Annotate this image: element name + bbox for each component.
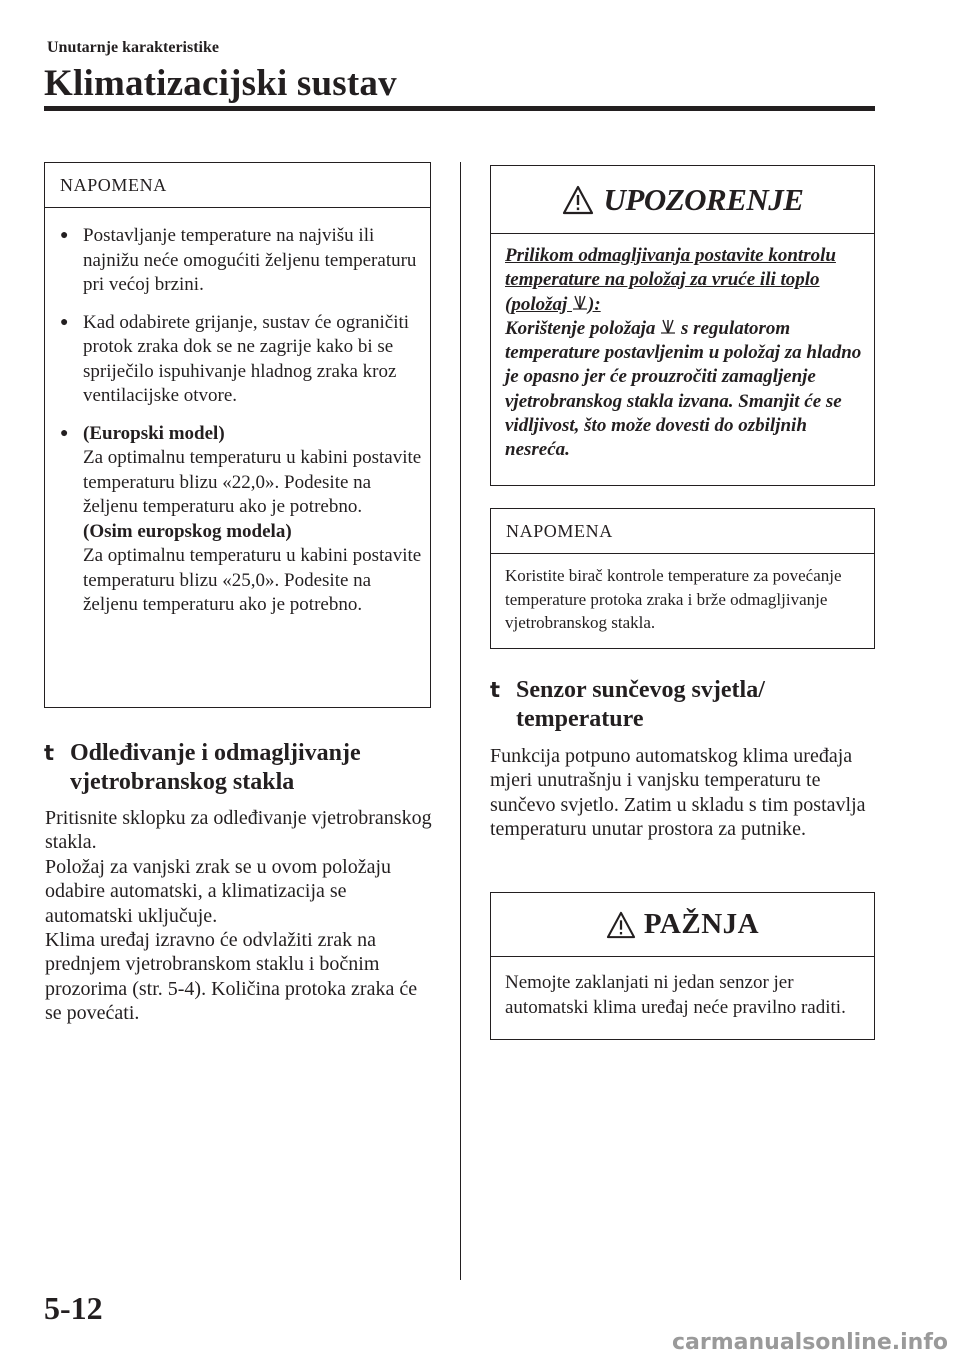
warning-body <box>491 234 874 463</box>
section-heading-defrost <box>44 739 434 797</box>
note-bullet-text: Kad odabirete grijanje, sustav će ograničiti protok zraka dok se ne zagrije kako bi se spriječilo ispuhivanje hladnog zraka kroz ventilacijske otvore. <box>83 311 410 406</box>
note-bullet <box>45 224 430 298</box>
sensor-body: Funkcija potpuno automatskog klima uređaja mjeri unutrašnju i vanjsku temperaturu te sunčevo svjetlo. Zatim u skladu s tim postavlja temperaturu unutar prostora za putnike. <box>490 745 866 841</box>
page-number: 5-12 <box>44 1290 103 1326</box>
warning-underlined-text-end: ): <box>588 293 601 315</box>
warning-underlined-text: Prilikom odmagljivanja postavite kontrolu temperature na položaj za vruće ili toplo (položaj <box>505 245 836 315</box>
section-heading-sensor <box>490 676 870 734</box>
caution-triangle-icon <box>606 911 636 939</box>
bullet-icon: ● <box>60 228 69 243</box>
warning-text-continued: s regulatorom temperature postavljenim u položaj za hladno je opasno jer će prouzročiti zamagljenje vjetrobranskog stakla izvana. Smanjit će se vidljivost, što može dovesti do ozbiljnih nesreća. <box>505 317 862 461</box>
note-bullet <box>45 311 430 409</box>
section-heading-text: Senzor sunčevog svjetla/ temperature <box>516 677 765 732</box>
note-bullet-text: Postavljanje temperature na najvišu ili najnižu neće omogućiti željenu temperaturu pri većoj brzini. <box>83 225 417 295</box>
caution-header <box>491 893 874 957</box>
caution-box <box>490 892 875 1040</box>
model-text-european: Za optimalnu temperaturu u kabini postavite temperaturu blizu «22,0». Podesite na željenu temperaturu ako je potrebno. <box>83 447 422 517</box>
watermark: carmanualsonline.info <box>672 1330 948 1355</box>
note-heading: NAPOMENA <box>491 509 874 554</box>
model-label-other: (Osim europskog modela) <box>83 520 292 542</box>
note-box-2 <box>490 508 875 649</box>
note-box-1 <box>44 162 431 708</box>
defrost-body: Pritisnite sklopku za odleđivanje vjetrobranskog stakla. Položaj za vanjski zrak se u ovom položaju odabire automatski, a klimatizacija se automatski uključuje. Klima uređaj izravno će odvlažiti zrak na prednjem vjetrobranskom staklu i bočnim prozorima (str. 5-4). Količina protoka zraka će se povećati. <box>45 807 432 1025</box>
warning-box <box>490 165 875 486</box>
title-rule <box>44 106 875 111</box>
warning-header <box>491 166 874 234</box>
defroster-position-icon <box>572 294 588 312</box>
section-marker: t <box>44 741 55 765</box>
bullet-icon: ● <box>60 314 69 330</box>
section-heading-text: Odleđivanje i odmagljivanje vjetrobranskog stakla <box>70 740 361 795</box>
defroster-position-icon <box>660 318 676 336</box>
note-heading: NAPOMENA <box>45 163 430 208</box>
section-marker: t <box>490 678 501 702</box>
page-title: Klimatizacijski sustav <box>44 63 397 104</box>
warning-heading: UPOZORENJE <box>603 181 804 217</box>
caution-text: Nemojte zaklanjati ni jedan senzor jer automatski klima uređaj neće pravilno raditi. <box>505 972 846 1018</box>
section-label: Unutarnje karakteristike <box>47 39 219 56</box>
bullet-icon: ● <box>60 425 69 441</box>
warning-triangle-icon <box>562 185 594 215</box>
note-text: Koristite birač kontrole temperature za povećanje temperature protoka zraka i brže odmagljivanje vjetrobranskog stakla. <box>505 566 842 632</box>
note-bullet <box>45 422 430 618</box>
note-bullet-list <box>45 208 430 618</box>
model-label-european: (Europski model) <box>83 422 225 444</box>
column-divider <box>460 162 461 1280</box>
caution-heading: PAŽNJA <box>643 908 760 940</box>
model-text-other: Za optimalnu temperaturu u kabini postavite temperaturu blizu «25,0». Podesite na željenu temperaturu ako je potrebno. <box>83 545 422 615</box>
warning-text: Korištenje položaja <box>505 317 661 339</box>
